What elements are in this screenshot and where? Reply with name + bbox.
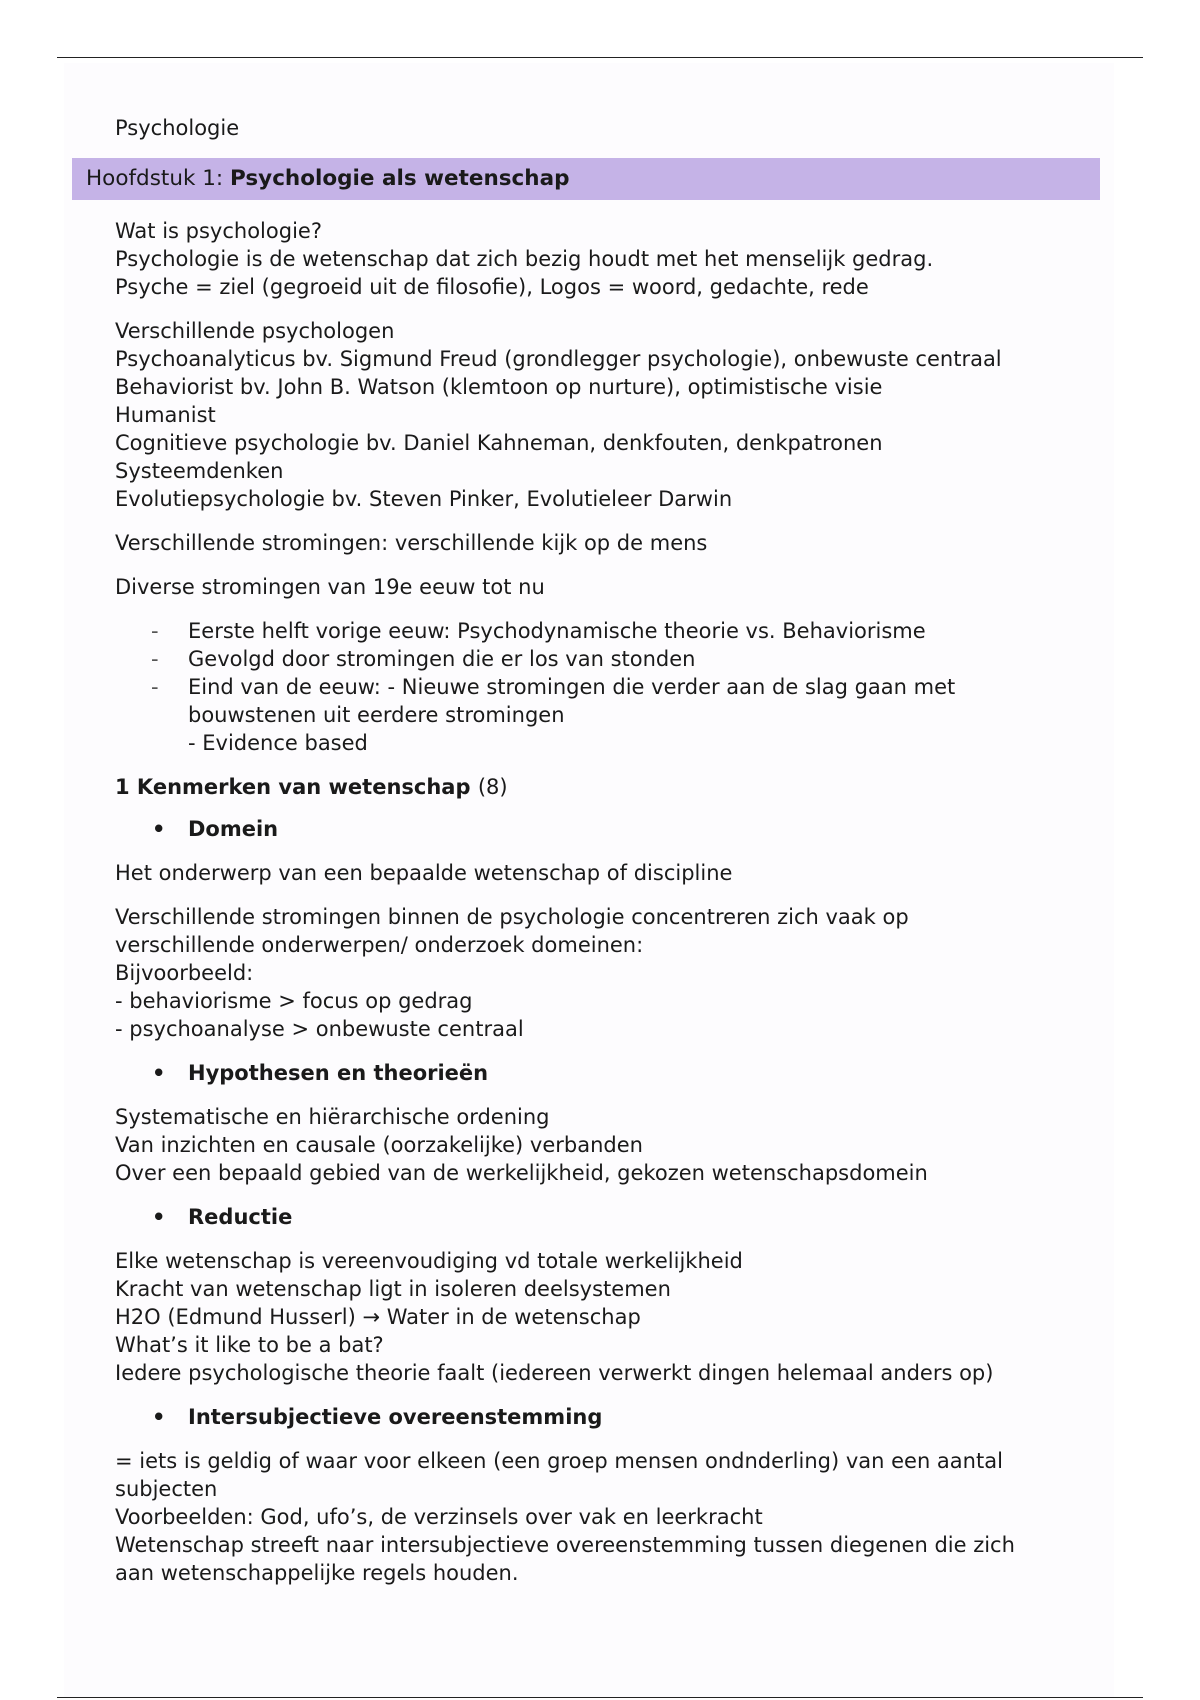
text-line: = iets is geldig of waar voor elkeen (een groep mensen ondnderling) van een aantal	[115, 1449, 1003, 1473]
bullet-marker: •	[152, 1061, 166, 1085]
bullet-label: Reductie	[188, 1205, 293, 1229]
text-line: Gevolgd door stromingen die er los van stonden	[188, 647, 696, 671]
bullet-marker: •	[152, 1405, 166, 1429]
text-line: Psychoanalyticus bv. Sigmund Freud (grondlegger psychologie), onbewuste centraal	[115, 347, 1002, 371]
text-line: Wat is psychologie?	[115, 219, 322, 243]
text-line: aan wetenschappelijke regels houden.	[115, 1561, 519, 1585]
bullet-marker: •	[152, 817, 166, 841]
bullet-label: Hypothesen en theorieën	[188, 1061, 489, 1085]
chapter-title: Psychologie als wetenschap	[230, 166, 570, 191]
document-title: Psychologie	[115, 116, 240, 140]
document-content	[115, 217, 1115, 1603]
text-line: Systeemdenken	[115, 459, 284, 483]
domein-body	[115, 903, 1115, 1043]
section-heading	[115, 773, 1115, 801]
hypothesen-body	[115, 1103, 1115, 1187]
text-line: What’s it like to be a bat?	[115, 1333, 384, 1357]
text-line: verschillende onderwerpen/ onderzoek domeinen:	[115, 933, 644, 957]
dash-marker: -	[151, 647, 159, 671]
text-line: Behaviorist bv. John B. Watson (klemtoon op nurture), optimistische visie	[115, 375, 883, 399]
currents-view-paragraph	[115, 529, 1115, 557]
text-line: Psyche = ziel (gegroeid uit de filosofie), Logos = woord, gedachte, rede	[115, 275, 869, 299]
intersubjectief-body	[115, 1447, 1115, 1587]
text-line: bouwstenen uit eerdere stromingen	[188, 703, 565, 727]
text-line: Evolutiepsychologie bv. Steven Pinker, Evolutieleer Darwin	[115, 487, 733, 511]
text-line: subjecten	[115, 1477, 218, 1501]
text-line: Eind van de eeuw: - Nieuwe stromingen die verder aan de slag gaan met	[188, 675, 956, 699]
section-title: 1 Kenmerken van wetenschap	[115, 775, 471, 799]
bullet-label: Intersubjectieve overeenstemming	[188, 1405, 603, 1429]
bottom-rule	[57, 1697, 1143, 1698]
text-line: Elke wetenschap is vereenvoudiging vd totale werkelijkheid	[115, 1249, 743, 1273]
reductie-body	[115, 1247, 1115, 1387]
domein-definition	[115, 859, 1115, 887]
dash-marker: -	[151, 675, 159, 699]
text-line: Diverse stromingen van 19e eeuw tot nu	[115, 575, 545, 599]
list-item	[115, 617, 1115, 645]
text-line: - psychoanalyse > onbewuste centraal	[115, 1017, 524, 1041]
bullet-marker: •	[152, 1205, 166, 1229]
currents-list	[115, 617, 1115, 757]
text-line: Eerste helft vorige eeuw: Psychodynamische theorie vs. Behaviorisme	[188, 619, 926, 643]
top-rule	[57, 57, 1143, 58]
text-line: Iedere psychologische theorie faalt (iedereen verwerkt dingen helemaal anders op)	[115, 1361, 994, 1385]
section-count: (8)	[477, 775, 508, 799]
psychologists-paragraph	[115, 317, 1115, 513]
text-line: Psychologie is de wetenschap dat zich bezig houdt met het menselijk gedrag.	[115, 247, 934, 271]
list-item	[115, 645, 1115, 673]
currents-intro-paragraph	[115, 573, 1115, 601]
text-line: Verschillende psychologen	[115, 319, 395, 343]
text-line: Voorbeelden: God, ufo’s, de verzinsels over vak en leerkracht	[115, 1505, 763, 1529]
text-line: Cognitieve psychologie bv. Daniel Kahneman, denkfouten, denkpatronen	[115, 431, 883, 455]
text-line: Van inzichten en causale (oorzakelijke) verbanden	[115, 1133, 643, 1157]
text-line: Verschillende stromingen binnen de psychologie concentreren zich vaak op	[115, 905, 909, 929]
bullet-heading-intersubjectief	[115, 1403, 1115, 1431]
intro-paragraph	[115, 217, 1115, 301]
text-line: H2O (Edmund Husserl) → Water in de wetenschap	[115, 1305, 641, 1329]
text-line: Over een bepaald gebied van de werkelijkheid, gekozen wetenschapsdomein	[115, 1161, 928, 1185]
bullet-label: Domein	[188, 817, 279, 841]
text-line: - behaviorisme > focus op gedrag	[115, 989, 473, 1013]
text-line: Humanist	[115, 403, 216, 427]
list-item	[115, 673, 1115, 757]
text-line: - Evidence based	[188, 731, 368, 755]
bullet-heading-hypothesen	[115, 1059, 1115, 1087]
text-line: Kracht van wetenschap ligt in isoleren deelsystemen	[115, 1277, 671, 1301]
text-line: Bijvoorbeeld:	[115, 961, 254, 985]
bullet-heading-domein	[115, 815, 1115, 843]
text-line: Verschillende stromingen: verschillende kijk op de mens	[115, 531, 708, 555]
text-line: Het onderwerp van een bepaalde wetenschap of discipline	[115, 861, 733, 885]
chapter-header	[72, 158, 1100, 200]
chapter-prefix: Hoofdstuk 1:	[86, 166, 230, 191]
dash-marker: -	[151, 619, 159, 643]
bullet-heading-reductie	[115, 1203, 1115, 1231]
text-line: Systematische en hiërarchische ordening	[115, 1105, 550, 1129]
text-line: Wetenschap streeft naar intersubjectieve overeenstemming tussen diegenen die zich	[115, 1533, 1015, 1557]
